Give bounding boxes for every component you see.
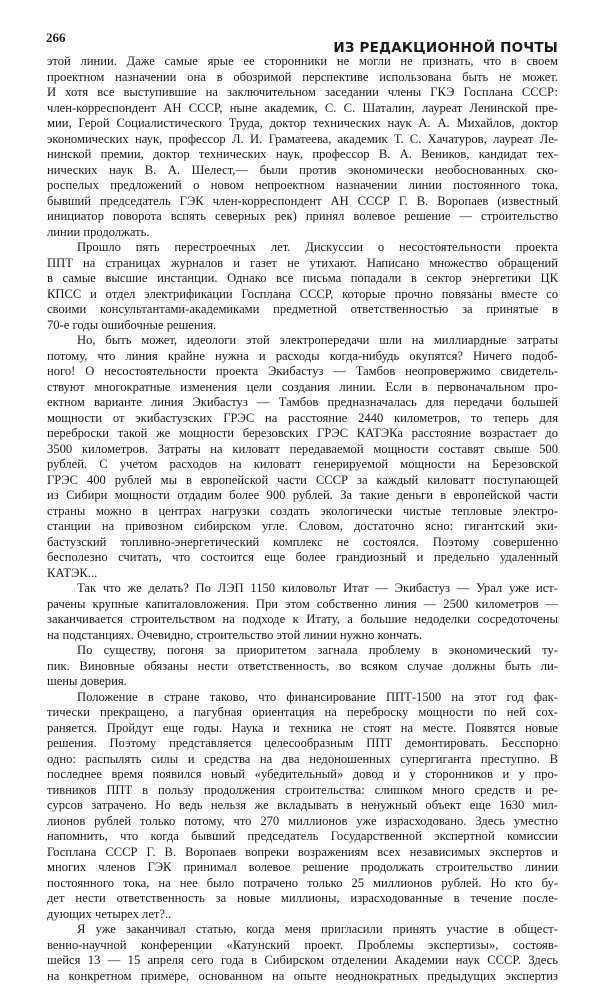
text-line: одно: распылять силы и средства на два недоношенных супергиганта преступно. В (47, 751, 558, 766)
text-line: Положение в стране таково, что финансирование ППТ-1500 на этот год фак- (77, 689, 558, 704)
text-line: инициатор поворота вспять северных рек) принял волевое решение — строительство (47, 209, 558, 223)
text-line: рачены крупные капиталовложения. При этом собственно линия — 2500 километров — (47, 596, 558, 611)
text-line: мии, Герой Социалистического Труда, доктор технических наук А. А. Михайлов, доктор (47, 116, 558, 130)
text-line: пик. Виновные обязаны нести ответственность, во всяком случае должны быть ли- (47, 658, 558, 673)
text-line: ППТ на страницах журналов и газет не утихают. Написано множество обращений (47, 255, 558, 270)
text-line: По существу, погоня за приоритетом загнала проблему в экономический ту- (77, 643, 558, 657)
text-line: нических наук В. А. Шелест,— были против экономически необоснованных ско- (47, 162, 558, 177)
text-line: Госплана СССР Г. В. Воропаев вопреки возражениям всех независимых экспертов и (47, 844, 558, 859)
text-line: член-корреспондент АН СССР, ныне академик, С. С. Шаталин, лауреат Ленинской пре- (47, 100, 558, 115)
text-line: ектном варианте линия Экибастуз — Тамбов предназначалась для передачи большей (47, 395, 558, 409)
text-line: нинской премии, доктор технических наук, профессор В. А. Веников, кандидат тех- (47, 147, 558, 161)
text-line: переброски такой же мощности березовских ГРЭС КАТЭКа расстояние возрастает до (47, 426, 558, 440)
text-line: бывший председатель ГЭК член-корреспондент АН СССР Г. В. Воропаев (известный (47, 193, 558, 208)
text-line: роспелых предложений о новом непроектном назначении линии постоянного тока, (47, 178, 558, 192)
text-line: 70-е годы ошибочные решения. (47, 317, 217, 332)
text-line: Прошло пять перестроечных лет. Дискуссии о несостоятельности проекта (77, 240, 558, 254)
page-number: 266 (46, 30, 66, 45)
text-line: ГРЭС 400 рублей мы в европейской части СССР за каждый киловатт поступающей (47, 472, 558, 487)
text-line: тически прекращено, а пагубная ориентация на переброску мощности по ней сох- (47, 705, 558, 719)
text-line: КПСС и отдел электрификации Госплана СССР, которые прочно повязаны вместе со (47, 286, 558, 301)
text-line: КАТЭК... (47, 565, 98, 580)
text-line: бастузский топливно-энергетический комплекс не состоялся. Поэтому совершенно (47, 534, 558, 549)
text-line: Так что же делать? По ЛЭП 1150 киловольт Итат — Экибастуз — Урал уже ист- (77, 581, 558, 595)
text-line: тивников ППТ в пользу продолжения строительства: слишком много средств и ре- (47, 782, 558, 797)
text-line: многих членов ГЭК принимал волевое решение продолжать строительство линии (47, 860, 558, 874)
text-line: страны можно в центрах нагрузки создать экологически чистые тепловые электро- (47, 503, 558, 518)
text-line: дет нести ответственность за новые миллионы, израсходованные в течение после- (47, 891, 558, 905)
text-line: Я уже заканчивал статью, когда меня пригласили принять участие в общест- (77, 922, 558, 936)
text-line: в самые высшие инстанции. Однако все письма попадали в сектор энергетики ЦК (47, 271, 558, 285)
text-line: последнее время появился новый «убедительный» довод и у сторонников и у про- (47, 767, 558, 781)
text-line: дующих четырех лет?.. (47, 906, 172, 921)
text-line: 3500 километров. Затраты на киловатт передаваемой мощности составят свыше 500 (47, 441, 558, 456)
text-line: И хотя все выступившие на заключительном заседании члены ГКЭ Госплана СССР: (47, 85, 558, 99)
text-line: на подстанциях. Очевидно, строительство этой линии нужно кончать. (47, 627, 423, 642)
text-line: сурсов затрачено. Но ведь нельзя же вкладывать в ненужный объект еще 1630 мил- (47, 798, 558, 812)
text-line: венно-научной конференции «Катунский проект. Проблемы экспертизы», состояв- (47, 937, 558, 952)
text-line: экономических наук, профессор Л. И. Граматеева, академик Т. С. Хачатуров, лауреат Ле- (47, 131, 558, 146)
text-line: ного! О несостоятельности проекта Экибастуз — Тамбов неопровержимо свидетель- (47, 364, 558, 378)
text-line: лионов рублей только потому, что 270 миллионов уже израсходовано. Здесь уместно (47, 813, 558, 828)
text-line: мощности от экибастузских ГРЭС на расстояние 2440 километров, то теперь для (47, 410, 558, 425)
text-line: на конкретном примере, основанном на опыте неоднократных предыдущих экспертиз (47, 968, 558, 983)
running-title: ИЗ РЕДАКЦИОННОЙ ПОЧТЫ (333, 40, 558, 56)
text-line: этой линии. Даже самые ярые ее сторонники не могли не признать, что в своем (47, 54, 558, 68)
text-line: раняется. Пройдут еще годы. Наука и техника не стоят на месте. Появятся новые (47, 720, 558, 735)
text-line: решения. Поэтому представляется целесообразным ППТ демонтировать. Бесспорно (47, 736, 558, 750)
text-line: рублей. С учетом расходов на киловатт генерируемой мощности на Березовской (47, 457, 558, 471)
text-line: бесполезно считать, что состоится еще более грандиозный и предельно удаленный (47, 550, 558, 564)
text-line: своими консультантами-академиками предметной ответственностью за принятые в (47, 302, 558, 316)
text-line: из Сибири мощности отдадим более 900 рублей. За такие деньги в европейской части (47, 488, 558, 502)
text-line: напомнить, что когда бывший председатель Государственной экспертной комиссии (47, 829, 558, 843)
text-line: шены доверия. (47, 674, 127, 688)
text-line: шейся 13 — 15 апреля сего года в Сибирском отделении Академии наук СССР. Здесь (47, 953, 558, 967)
text-line: постоянного тока, на нее было потрачено только 25 миллионов рублей. Но кто бу- (47, 875, 558, 890)
text-line: потому, что линия крайне нужна и расходы когда-нибудь окупятся? Ничего подоб- (47, 348, 558, 363)
text-line: станции на привозном сибирском угле. Словом, достаточно ясно: гигантский эки- (47, 519, 558, 533)
text-line: заканчивается строительством на подходе к Итату, а большие недоделки сосредоточены (47, 612, 558, 626)
text-line: линии продолжать. (47, 224, 150, 239)
text-line: проектном назначении она в обозримой перспективе использована быть не может. (47, 69, 558, 84)
body-text (47, 54, 558, 984)
text-line: ствуют многократные изменения цели создания линии. Если в первоначальном про- (47, 379, 558, 394)
text-line: Но, быть может, идеологи этой электропередачи шли на миллиардные затраты (77, 333, 558, 347)
